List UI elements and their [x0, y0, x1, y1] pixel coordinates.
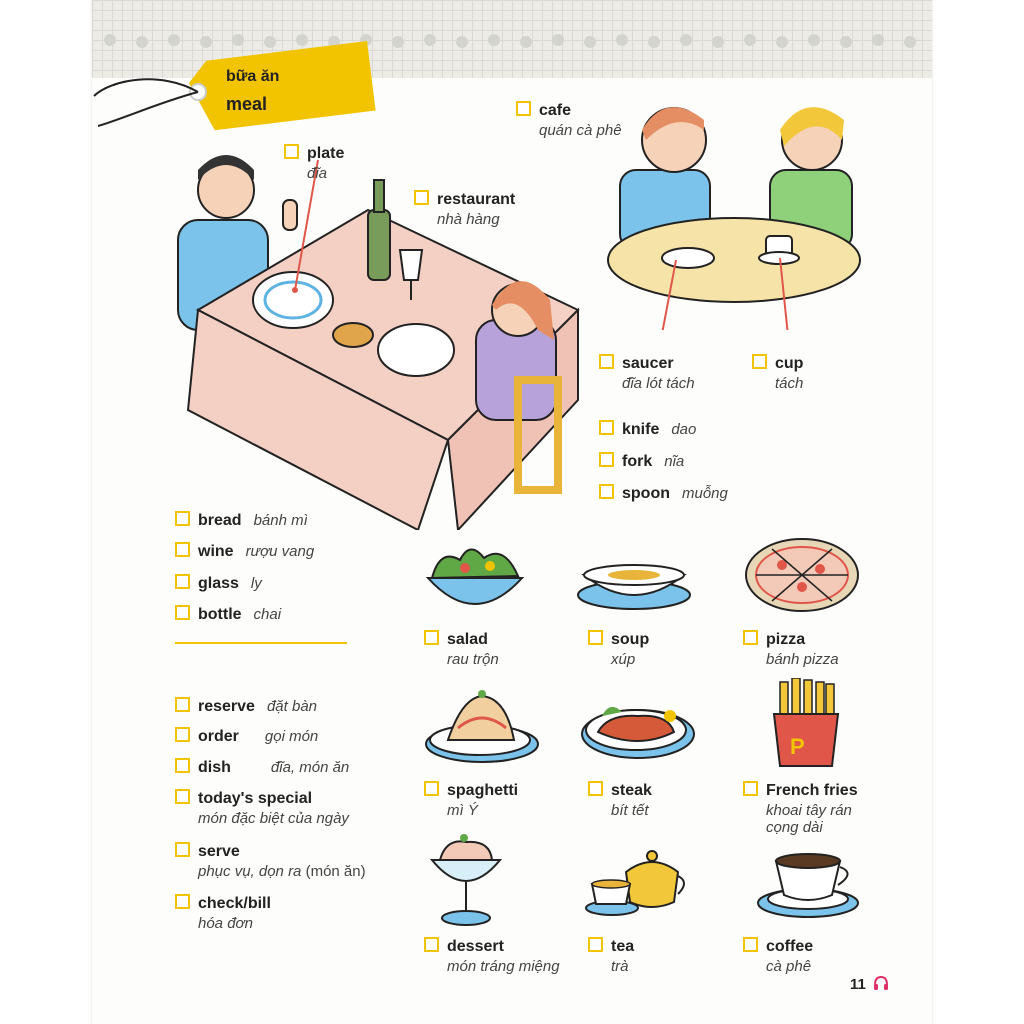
vocab-wine: wine rượu vang [175, 542, 314, 561]
label-restaurant: restaurant nhà hàng [414, 190, 515, 228]
binder-hole [552, 34, 564, 46]
tea-image [582, 842, 692, 922]
restaurant-illustration [158, 140, 598, 530]
checkbox-icon[interactable] [588, 937, 603, 952]
binder-hole [424, 34, 436, 46]
page-title-english: meal [226, 94, 268, 114]
checkbox-icon[interactable] [588, 781, 603, 796]
checkbox-icon[interactable] [424, 781, 439, 796]
headphones-icon[interactable] [872, 974, 890, 992]
svg-text:P: P [790, 734, 805, 759]
checkbox-icon[interactable] [175, 605, 190, 620]
binder-hole [808, 34, 820, 46]
binder-hole [456, 36, 468, 48]
vocab-soup: soup xúp [588, 630, 649, 668]
checkbox-icon[interactable] [599, 420, 614, 435]
coffee-image [754, 845, 864, 925]
binder-hole [488, 34, 500, 46]
checkbox-icon[interactable] [516, 101, 531, 116]
section-divider [175, 642, 347, 644]
soup-image [574, 555, 694, 615]
vocab-tea: tea trà [588, 937, 634, 975]
binder-hole [680, 34, 692, 46]
checkbox-icon[interactable] [424, 937, 439, 952]
vocab-fork: fork nĩa [599, 452, 684, 471]
vocab-glass: glass ly [175, 574, 262, 593]
checkbox-icon[interactable] [743, 630, 758, 645]
label-cup: cup tách [752, 354, 803, 392]
checkbox-icon[interactable] [175, 842, 190, 857]
dessert-image [426, 832, 506, 932]
checkbox-icon[interactable] [175, 758, 190, 773]
vocab-reserve: reserve đặt bàn [175, 697, 317, 716]
vocab-order: order gọi món [175, 727, 318, 746]
vocab-salad: salad rau trộn [424, 630, 499, 668]
binder-hole [584, 36, 596, 48]
checkbox-icon[interactable] [284, 144, 299, 159]
binder-hole [744, 34, 756, 46]
checkbox-icon[interactable] [175, 542, 190, 557]
vocab-spaghetti: spaghetti mì Ý [424, 781, 518, 819]
page-number: 11 [850, 976, 866, 993]
vocab-steak: steak bít tết [588, 781, 652, 819]
checkbox-icon[interactable] [599, 484, 614, 499]
label-saucer: saucer đĩa lót tách [599, 354, 695, 392]
vocab-knife: knife dao [599, 420, 696, 439]
checkbox-icon[interactable] [175, 511, 190, 526]
checkbox-icon[interactable] [175, 789, 190, 804]
vocab-dessert: dessert món tráng miệng [424, 937, 560, 975]
binder-hole [776, 36, 788, 48]
checkbox-icon[interactable] [175, 697, 190, 712]
label-cafe: cafe quán cà phê [516, 101, 622, 139]
vocab-dish: dish đĩa, món ăn [175, 758, 349, 777]
binder-hole [392, 36, 404, 48]
steak-image [578, 694, 698, 764]
checkbox-icon[interactable] [175, 727, 190, 742]
binder-hole [648, 36, 660, 48]
vocab-pizza: pizza bánh pizza [743, 630, 839, 668]
vocab-bottle: bottle chai [175, 605, 281, 624]
binder-hole [712, 36, 724, 48]
checkbox-icon[interactable] [175, 574, 190, 589]
spaghetti-image [422, 688, 542, 768]
vocab-check-bill: check/bill hóa đơn [175, 894, 271, 932]
binder-hole [904, 36, 916, 48]
vocab-coffee: coffee cà phê [743, 937, 813, 975]
checkbox-icon[interactable] [743, 781, 758, 796]
page-title-vietnamese: bữa ăn [226, 68, 280, 85]
checkbox-icon[interactable] [175, 894, 190, 909]
binder-hole [520, 36, 532, 48]
checkbox-icon[interactable] [743, 937, 758, 952]
checkbox-icon[interactable] [424, 630, 439, 645]
pizza-image [742, 535, 862, 615]
checkbox-icon[interactable] [599, 452, 614, 467]
checkbox-icon[interactable] [599, 354, 614, 369]
vocab-bread: bread bánh mì [175, 511, 308, 530]
vocab-spoon: spoon muỗng [599, 484, 728, 503]
checkbox-icon[interactable] [414, 190, 429, 205]
vocab-french-fries: French fries khoai tây rán cọng dài [743, 781, 858, 836]
checkbox-icon[interactable] [752, 354, 767, 369]
checkbox-icon[interactable] [588, 630, 603, 645]
vocab-serve: serve phục vụ, dọn ra (món ăn) [175, 842, 366, 880]
cafe-illustration [606, 90, 876, 330]
salad-image [420, 540, 530, 620]
french-fries-image [766, 678, 846, 768]
binder-hole [840, 36, 852, 48]
label-plate: plate đĩa [284, 144, 344, 182]
vocab-todays-special: today's special món đặc biệt của ngày [175, 789, 349, 827]
binder-hole [872, 34, 884, 46]
binder-hole [616, 34, 628, 46]
